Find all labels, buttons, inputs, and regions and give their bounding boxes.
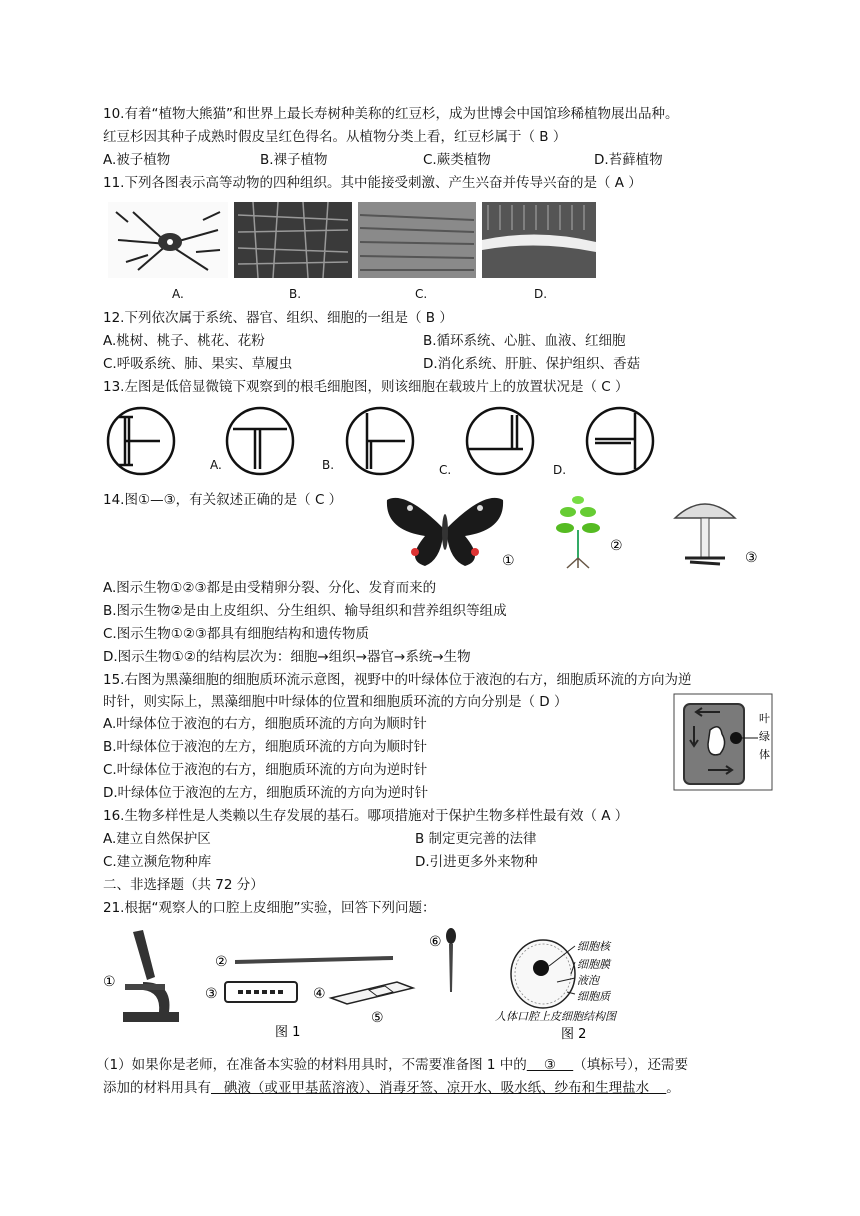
q11-label-c: C.	[415, 287, 428, 301]
q11-stem: 11.下列各图表示高等动物的四种组织。其中能接受刺激、产生兴奋并传导兴奋的是（ A ）	[103, 175, 642, 191]
microscope-image	[123, 930, 179, 1022]
q10-option-c: C.蕨类植物	[423, 152, 491, 168]
q10-option-a: A.被子植物	[103, 152, 171, 168]
fig1-num-5: ⑤	[371, 1010, 384, 1026]
q15-stem-line1: 15.右图为黑藻细胞的细胞质环流示意图，视野中的叶绿体位于液泡的右方，细胞质环流的方向为逆	[103, 672, 692, 688]
chloroplast-label-3: 体	[759, 748, 770, 761]
q13-stem: 13.左图是低倍显微镜下观察到的根毛细胞图，则该细胞在载玻片上的放置状况是（ C ）	[103, 379, 629, 395]
q15-option-d: D.叶绿体位于液泡的左方，细胞质环流的方向为逆时针	[103, 785, 429, 801]
q16-stem: 16.生物多样性是人类赖以生存发展的基石。哪项措施对于保护生物多样性最有效（ A ）	[103, 808, 629, 824]
chloroplast-label-1: 叶	[759, 712, 770, 725]
q15-option-b: B.叶绿体位于液泡的左方，细胞质环流的方向为顺时针	[103, 739, 428, 755]
q21-part1-line2	[103, 1078, 680, 1098]
fig2-label-vacuole: 液泡	[577, 974, 599, 987]
q14-option-d: D.图示生物①②的结构层次为：细胞→组织→器官→系统→生物	[103, 649, 471, 665]
fig2-label-nucleus: 细胞核	[577, 940, 610, 953]
q11-label-b: B.	[289, 287, 302, 301]
fig1-num-1: ①	[103, 974, 116, 990]
mushroom-image	[675, 504, 735, 564]
neuron-image	[108, 202, 228, 278]
q13-label-a: A.	[210, 458, 222, 472]
q16-option-d: D.引进更多外来物种	[415, 854, 538, 870]
q14-option-c: C.图示生物①②③都具有细胞结构和遗传物质	[103, 626, 370, 642]
q10-stem-line2: 红豆杉因其种子成熟时假皮呈红色得名。从植物分类上看，红豆杉属于（ B ）	[103, 129, 567, 145]
q12-option-c: C.呼吸系统、肺、果实、草履虫	[103, 356, 293, 372]
q15-cell-diagram	[672, 692, 782, 792]
razor-blade-image	[225, 982, 297, 1002]
q11-label-d: D.	[534, 287, 548, 301]
q21-part1-text-b: （填标号），还需要	[573, 1057, 688, 1073]
q12-option-d: D.消化系统、肝脏、保护组织、香菇	[423, 356, 641, 372]
q21-figure-2	[495, 922, 735, 1042]
q10-option-b: B.裸子植物	[260, 152, 328, 168]
muscle-tissue-image	[358, 202, 476, 278]
q16-option-c: C.建立濒危物种库	[103, 854, 212, 870]
q21-stem: 21.根据“观察人的口腔上皮细胞”实验，回答下列问题：	[103, 900, 436, 916]
cheek-cell-image	[511, 940, 575, 1008]
q12-stem: 12.下列依次属于系统、器官、组织、细胞的一组是（ B ）	[103, 310, 453, 326]
q21-part1-text-d: 。	[666, 1080, 680, 1096]
q11-label-a: A.	[172, 287, 184, 301]
q21-part1-text-c: 添加的材料用具有	[103, 1080, 211, 1096]
q13-label-d: D.	[553, 463, 567, 477]
q12-option-a: A.桃树、桃子、桃花、花粉	[103, 333, 265, 349]
fig-label-2: ②	[610, 538, 623, 554]
q15-option-a: A.叶绿体位于液泡的右方，细胞质环流的方向为顺时针	[103, 716, 427, 732]
q15-option-c: C.叶绿体位于液泡的右方，细胞质环流的方向为逆时针	[103, 762, 428, 778]
fig1-num-2: ②	[215, 954, 228, 970]
epithelial-tissue-image	[234, 202, 352, 278]
fig1-caption: 图 1	[275, 1025, 301, 1040]
q16-option-a: A.建立自然保护区	[103, 831, 211, 847]
fig2-title: 人体口腔上皮细胞结构图	[495, 1010, 616, 1023]
q14-organism-figures	[385, 490, 765, 568]
butterfly-image	[387, 498, 503, 566]
q21-part1-text-a: （1）如果你是老师，在准备本实验的材料用具时，不需要准备图 1 中的	[96, 1057, 527, 1073]
chloroplast-label-2: 绿	[759, 730, 770, 743]
q15-stem-line2: 时针，则实际上，黑藻细胞中叶绿体的位置和细胞质环流的方向分别是（ D ）	[103, 694, 568, 710]
q14-stem: 14.图①—③，有关叙述正确的是（ C ）	[103, 492, 343, 508]
fig1-num-4: ④	[313, 986, 326, 1002]
fig-label-3: ③	[745, 550, 758, 566]
fig2-caption: 图 2	[561, 1027, 587, 1042]
q12-option-b: B.循环系统、心脏、血液、红细胞	[423, 333, 626, 349]
fig2-label-membrane: 细胞膜	[577, 958, 610, 971]
section-heading: 二、非选择题（共 72 分）	[103, 877, 264, 893]
slide-image	[331, 982, 413, 1004]
connective-tissue-image	[482, 202, 596, 278]
q13-root-hair-figures	[105, 405, 665, 480]
q11-tissue-figures	[108, 200, 598, 282]
q14-option-b: B.图示生物②是由上皮组织、分生组织、输导组织和营养组织等组成	[103, 603, 507, 619]
seedling-image	[556, 496, 600, 568]
q16-option-b: B 制定更完善的法律	[415, 831, 537, 847]
tweezers-image	[235, 956, 393, 964]
fig2-label-cytoplasm: 细胞质	[577, 990, 610, 1003]
fig1-num-3: ③	[205, 986, 218, 1002]
fig-label-1: ①	[502, 553, 515, 569]
q21-part1-answer-1: ③	[526, 1057, 574, 1073]
q14-option-a: A.图示生物①②③都是由受精卵分裂、分化、发育而来的	[103, 580, 437, 596]
q21-part1-line1	[96, 1055, 688, 1075]
q10-stem-line1: 10.有着“植物大熊猫”和世界上最长寿树种美称的红豆杉，成为世博会中国馆珍稀植物展出品种。	[103, 106, 679, 122]
q13-label-c: C.	[439, 463, 452, 477]
q21-part1-answer-2: 碘液（或亚甲基蓝溶液）、消毒牙签、凉开水、吸水纸、纱布和生理盐水	[211, 1080, 667, 1096]
fig1-num-6: ⑥	[429, 934, 442, 950]
q10-option-d: D.苔藓植物	[594, 152, 663, 168]
dropper-image	[446, 928, 456, 992]
q13-label-b: B.	[322, 458, 335, 472]
